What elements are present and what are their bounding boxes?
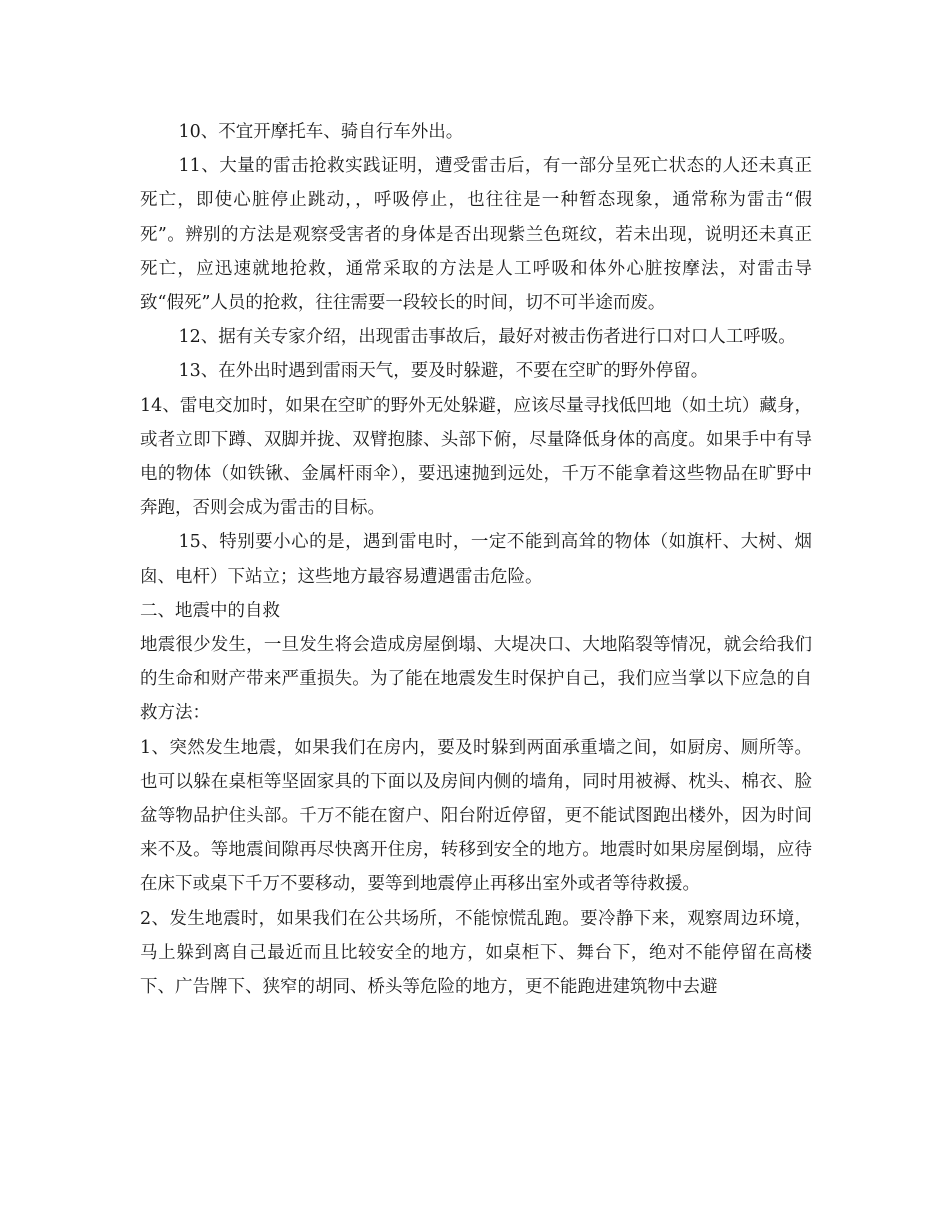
- section-heading-earthquake: 二、地震中的自救: [140, 600, 280, 621]
- earthquake-item-1: 1、突然发生地震，如果我们在房内，要及时躲到两面承重墙之间，如厨房、厕所等。也可以躲在桌柜等坚固家具的下面以及房间内侧的墙角，同时用被褥、枕头、棉衣、脸盆等物品护住头部。千万不能在窗户、阳台附近停留，更不能试图跑出楼外，因为时间来不及。等地震间隙再尽快离开住房，转移到安全的地方。地震时如果房屋倒塌，应待在床下或桌下千万不要移动，要等到地震停止再移出室外或者等待救援。: [140, 737, 812, 895]
- paragraph-item-14: 14、雷电交加时，如果在空旷的野外无处躲避，应该尽量寻找低凹地（如土坑）藏身，或者立即下蹲、双脚并拢、双臂抱膝、头部下俯，尽量降低身体的高度。如果手中有导电的物体（如铁锹、金属杆雨伞），要迅速抛到远处，千万不能拿着这些物品在旷野中奔跑，否则会成为雷击的目标。: [140, 395, 812, 519]
- paragraph-item-15: 15、特别要小心的是，遇到雷电时，一定不能到高耸的物体（如旗杆、大树、烟囱、电杆）下站立；这些地方最容易遭遇雷击危险。: [140, 532, 812, 587]
- paragraph-item-12: 12、据有关专家介绍，出现雷击事故后，最好对被击伤者进行口对口人工呼吸。: [178, 327, 796, 348]
- paragraph-item-13: 13、在外出时遇到雷雨天气，要及时躲避，不要在空旷的野外停留。: [178, 361, 709, 382]
- document-body: [140, 115, 812, 1004]
- earthquake-intro: 地震很少发生，一旦发生将会造成房屋倒塌、大堤决口、大地陷裂等情况，就会给我们的生命和财产带来严重损失。为了能在地震发生时保护自己，我们应当掌以下应急的自救方法：: [140, 635, 812, 724]
- paragraph-item-10: 10、不宜开摩托车、骑自行车外出。: [178, 122, 464, 142]
- paragraph-item-11: 11、大量的雷击抢救实践证明，遭受雷击后，有一部分呈死亡状态的人还未真正死亡，即使心脏停止跳动，，呼吸停止，也往往是一种暂态现象，通常称为雷击“假死”。辨别的方法是观察受害者的身体是否出现紫兰色斑纹，若未出现，说明还未真正死亡，应迅速就地抢救，通常采取的方法是人工呼吸和体外心脏按摩法，对雷击导致“假死”人员的抢救，往往需要一段较长的时间，切不可半途而废。: [140, 156, 812, 314]
- earthquake-item-2: 2、发生地震时，如果我们在公共场所，不能惊慌乱跑。要冷静下来，观察周边环境，马上躲到离自己最近而且比较安全的地方，如桌柜下、舞台下，绝对不能停留在高楼下、广告牌下、狭窄的胡同、桥头等危险的地方，更不能跑进建筑物中去避: [140, 908, 812, 998]
